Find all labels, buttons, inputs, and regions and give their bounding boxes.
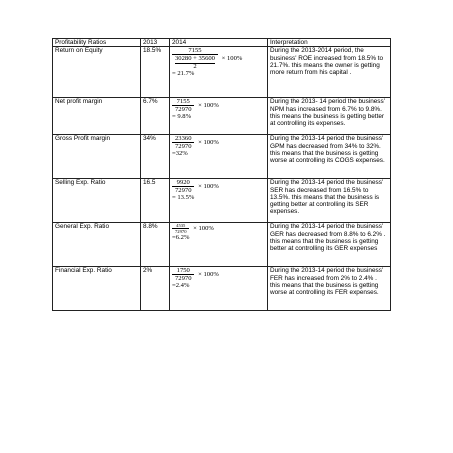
- table-row: [53, 98, 391, 135]
- multiplier: × 100%: [198, 183, 219, 191]
- ratio-name: Gross Profit margin: [53, 135, 141, 179]
- result-2014: =32%: [172, 150, 188, 158]
- ratio-name: Return on Equity: [53, 47, 141, 98]
- table-row: [53, 223, 391, 267]
- denominator: 72970: [175, 275, 192, 283]
- numerator: 7155: [172, 98, 194, 106]
- fraction: [172, 267, 194, 282]
- multiplier: × 100%: [193, 225, 214, 233]
- table-row: [53, 135, 391, 179]
- calc-2014: [170, 223, 268, 267]
- denominator: 72970: [175, 229, 187, 235]
- result-2014: =2.4%: [172, 282, 190, 290]
- value-2013: 34%: [141, 135, 170, 179]
- table-row: [53, 47, 391, 98]
- fraction: [172, 223, 189, 234]
- fraction: [172, 47, 218, 70]
- interpretation: During the 2013-14 period the business' FER has increased from 2% to 2.4% . this means that the business is getting worse at controlling its FER expenses.: [268, 267, 391, 311]
- numerator: 4535: [172, 223, 189, 229]
- numerator: 7155: [172, 47, 218, 55]
- ratio-name: General Exp. Ratio: [53, 223, 141, 267]
- numerator: 9920: [172, 179, 194, 187]
- result-2014: =6.2%: [172, 234, 190, 242]
- interpretation: During the 2013-14 period the business' GER has decreased from 8.8% to 6.2% . this means that the business is getting better at controlling its GER expenses: [268, 223, 391, 267]
- interpretation: During the 2013-14 period the business' GPM has decreased from 34% to 32%. this means that the business is getting worse at controlling its COGS expenses.: [268, 135, 391, 179]
- numerator: 23360: [172, 135, 194, 143]
- value-2013: 16.5: [141, 179, 170, 223]
- calc-2014: [170, 135, 268, 179]
- multiplier: × 100%: [198, 271, 219, 279]
- value-2013: 8.8%: [141, 223, 170, 267]
- multiplier: × 100%: [198, 139, 219, 147]
- calc-2014: [170, 179, 268, 223]
- interpretation: During the 2013-14 period the business' SER has decreased from 16.5% to 13.5%. this means that the business is getting better at controlling its SER expenses.: [268, 179, 391, 223]
- denominator-sum: 30280 + 35600: [175, 55, 215, 63]
- value-2013: 18.5%: [141, 47, 170, 98]
- table-row: [53, 267, 391, 311]
- fraction: [172, 179, 194, 194]
- multiplier: × 100%: [198, 102, 219, 110]
- header-interpretation: Interpretation: [268, 39, 391, 47]
- table-row: [53, 179, 391, 223]
- ratio-name: Financial Exp. Ratio: [53, 267, 141, 311]
- multiplier: × 100%: [221, 55, 243, 63]
- value-2013: 6.7%: [141, 98, 170, 135]
- calc-2014: [170, 267, 268, 311]
- interpretation: During the 2013-2014 period, the business' ROE increased from 18.5% to 21.7%. this means the owner is getting more return from his capital .: [268, 47, 391, 98]
- ratio-name: Selling Exp. Ratio: [53, 179, 141, 223]
- denominator: 72970: [175, 187, 192, 195]
- fraction: [172, 98, 194, 113]
- denominator: [172, 55, 218, 70]
- header-2014: 2014: [170, 39, 268, 47]
- calc-2014: [170, 47, 268, 98]
- header-2013: 2013: [141, 39, 170, 47]
- denominator: 72970: [175, 106, 192, 114]
- result-2014: = 9.8%: [172, 113, 192, 121]
- interpretation: During the 2013- 14 period the business' NPM has increased from 6.7% to 9.8%. this means the business is getting better at controlling its expenses.: [268, 98, 391, 135]
- ratio-name: Net profit margin: [53, 98, 141, 135]
- divisor: 2: [175, 63, 215, 70]
- numerator: 1750: [172, 267, 194, 275]
- fraction: [172, 135, 194, 150]
- result-2014: = 13.5%: [172, 194, 195, 202]
- table-header-row: [53, 39, 391, 47]
- result-2014: = 21.7%: [172, 70, 195, 78]
- profitability-ratios-table: [52, 38, 391, 311]
- value-2013: 2%: [141, 267, 170, 311]
- calc-2014: [170, 98, 268, 135]
- denominator: 72970: [175, 143, 192, 151]
- header-ratio: Profitability Ratios: [53, 39, 141, 47]
